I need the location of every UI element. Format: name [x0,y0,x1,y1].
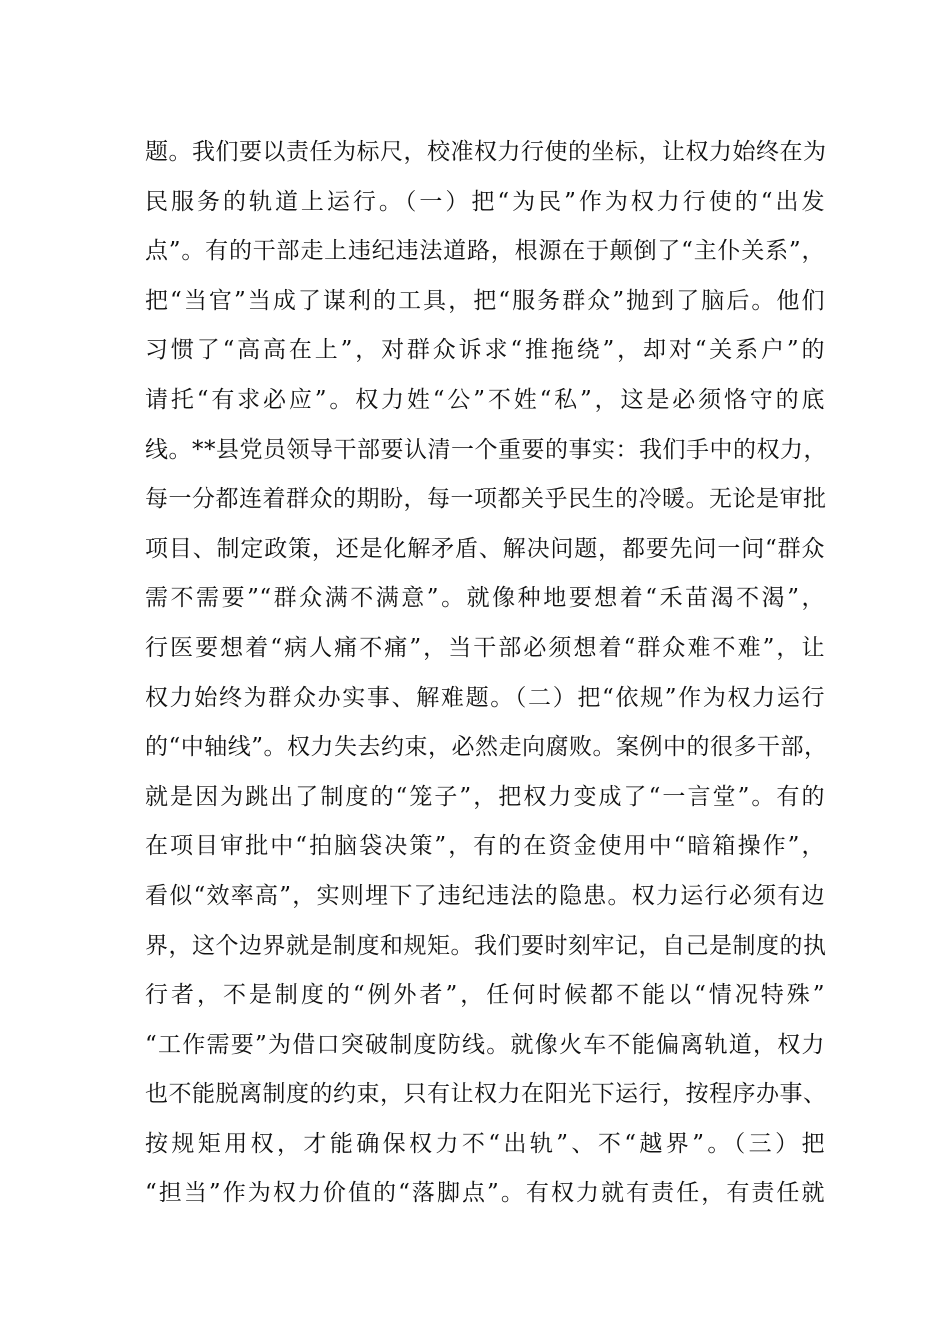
text-line-5: 习惯了“高高在上”，对群众诉求“推拖绕”，却对“关系户”的 [145,337,825,364]
text-line-10: 需不需要”“群众满不满意”。就像种地要想着“禾苗渴不渴”， [145,585,825,612]
text-line-19: “工作需要”为借口突破制度防线。就像火车不能偏离轨道，权力 [145,1031,825,1058]
text-line-13: 的“中轴线”。权力失去约束，必然走向腐败。案例中的很多干部， [145,734,828,761]
text-line-7: 线。**县党员领导干部要认清一个重要的事实：我们手中的权力， [145,436,827,463]
text-line-21: 按规矩用权，才能确保权力不“出轨”、不“越界”。（三）把 [145,1130,825,1157]
text-line-18: 行者，不是制度的“例外者”，任何时候都不能以“情况特殊” [145,982,825,1009]
text-line-11: 行医要想着“病人痛不痛”，当干部必须想着“群众难不难”，让 [145,634,825,661]
text-line-3: 点”。有的干部走上违纪违法道路，根源在于颠倒了“主仆关系”， [145,238,825,265]
text-line-4: 把“当官”当成了谋利的工具，把“服务群众”抛到了脑后。他们 [145,287,825,314]
text-line-1: 题。我们要以责任为标尺，校准权力行使的坐标，让权力始终在为 [145,139,827,165]
text-line-2: 民服务的轨道上运行。（一）把“为民”作为权力行使的“出发 [145,188,825,215]
text-line-17: 界，这个边界就是制度和规矩。我们要时刻牢记，自己是制度的执 [145,932,827,959]
text-line-8: 每一分都连着群众的期盼，每一项都关乎民生的冷暖。无论是审批 [145,486,827,513]
text-line-20: 也不能脱离制度的约束，只有让权力在阳光下运行，按程序办事、 [145,1081,827,1108]
text-line-12: 权力始终为群众办实事、解难题。（二）把“依规”作为权力运行 [145,684,825,711]
text-line-14: 就是因为跳出了制度的“笼子”，把权力变成了“一言堂”。有的 [145,783,825,810]
text-line-15: 在项目审批中“拍脑袋决策”，有的在资金使用中“暗箱操作”， [145,833,825,860]
text-line-22: “担当”作为权力价值的“落脚点”。有权力就有责任，有责任就 [145,1180,825,1207]
text-line-6: 请托“有求必应”。权力姓“公”不姓“私”，这是必须恪守的底 [145,386,825,413]
document-body-text [145,128,828,1219]
text-line-16: 看似“效率高”，实则埋下了违纪违法的隐患。权力运行必须有边 [145,882,825,909]
text-line-9: 项目、制定政策，还是化解矛盾、解决问题，都要先问一问“群众 [145,535,825,562]
